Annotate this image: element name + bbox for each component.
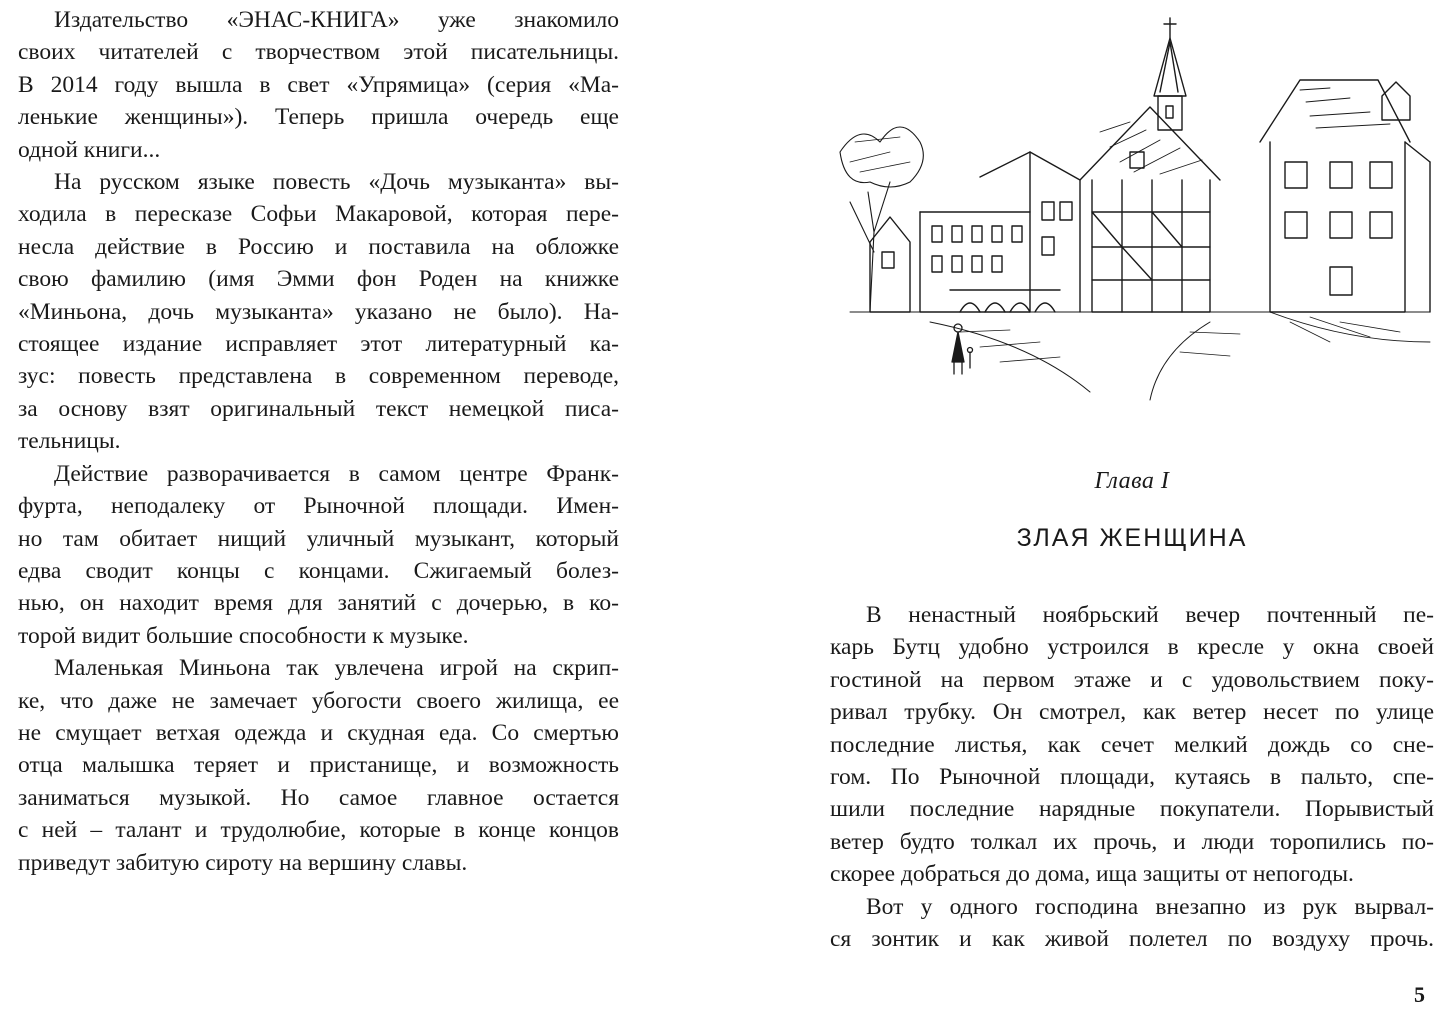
text-line: свою фамилию (имя Эмми фон Роден на книжке [18,266,619,293]
left-paragraph-2 [18,166,619,458]
church-spire [1154,18,1186,130]
text-line: ходила в пересказе Софьи Макаровой, которая пере- [18,201,619,228]
page-number: 5 [1414,982,1425,1007]
text-line: Вот у одного господина внезапно из рук вырвал- [866,893,1434,920]
text-line: с ней – талант и трудолюбие, которые в конце концов [18,817,619,844]
left-paragraph-3 [18,458,619,652]
text-line: несла действие в Россию и поставила на обложке [18,233,619,260]
text-line: ривал трубку. Он смотрел, как ветер несет по улице [830,699,1434,726]
right-paragraph-1 [830,599,1434,891]
text-line: «Миньона, дочь музыканта» указано не было). На- [18,298,619,325]
text-line: гом. По Рыночной площади, кутаясь в пальто, спе- [830,764,1434,791]
text-line: ленькие женщины»). Теперь пришла очередь еще [18,104,619,131]
text-line: ветер будто толкал их прочь, и люди торопились по- [830,828,1434,855]
text-line: фурта, неподалеку от Рыночной площади. Имен- [18,493,619,520]
text-line: торой видит большие способности к музыке. [18,622,469,649]
text-line: за основу взят оригинальный текст немецкой писа- [18,395,619,422]
right-paragraph-2 [830,891,1434,956]
text-line: Издательство «ЭНАС-КНИГА» уже знакомило [54,7,619,33]
central-house [1080,107,1220,312]
text-line: но там обитает нищий уличный музыкант, который [18,525,619,552]
text-line: одной книги... [18,136,161,163]
text-line: На русском языке повесть «Дочь музыканта» вы- [54,169,619,196]
text-line: ся зонтик и как живой полетел по воздуху прочь. [830,926,1434,953]
text-line: Действие разворачивается в самом центре Франк- [54,460,619,487]
left-page [18,4,619,879]
left-paragraph-1 [18,4,619,166]
text-line: нью, он находит время для занятий с дочерью, в ко- [18,590,619,617]
text-line: отца малышка теряет и пристанище, и возможность [18,752,619,779]
town-street-illustration [830,12,1434,407]
text-line: В ненастный ноябрьский вечер почтенный пе- [866,602,1434,628]
text-line: приведут забитую сироту на вершину славы. [18,849,468,876]
text-line: скорее добраться до дома, ища защиты от непогоды. [830,861,1354,888]
text-line: последние листья, как сечет мелкий дождь со сне- [830,731,1434,758]
text-line: стоящее издание исправляет этот литературный ка- [18,331,619,358]
text-line: Маленькая Миньона так увлечена игрой на скрип- [54,655,619,682]
text-line: заниматься музыкой. Но самое главное остается [18,784,619,811]
text-line: карь Бутц удобно устроился в кресле у окна своей [830,634,1434,661]
text-line: шили последние нарядные покупатели. Порывистый [830,796,1434,823]
left-paragraph-4 [18,652,619,879]
text-line: своих читателей с творчеством этой писательницы. [18,39,619,66]
tree [840,127,923,312]
text-line: не смущает ветхая одежда и скудная еда. Со смертью [18,719,619,746]
text-line: ке, что даже не замечает убогости своего жилища, ее [18,687,619,714]
chapter-title: ЗЛАЯ ЖЕНЩИНА [1016,524,1248,552]
text-line: гостиной на первом этаже и с удовольствием поку- [830,666,1434,693]
far-left-house [870,217,910,312]
chapter-label: Глава I [1094,468,1170,494]
text-line: тельницы. [18,428,121,455]
text-line: зус: повесть представлена в современном переводе, [18,363,619,390]
right-house [1260,80,1430,312]
text-line: едва сводит концы с концами. Сжигаемый болез- [18,557,619,584]
right-text [830,599,1434,955]
left-buildings [920,152,1080,312]
bridge [950,290,1060,312]
text-line: В 2014 году вышла в свет «Упрямица» (серия «Ма- [18,71,619,98]
street [850,312,1430,400]
